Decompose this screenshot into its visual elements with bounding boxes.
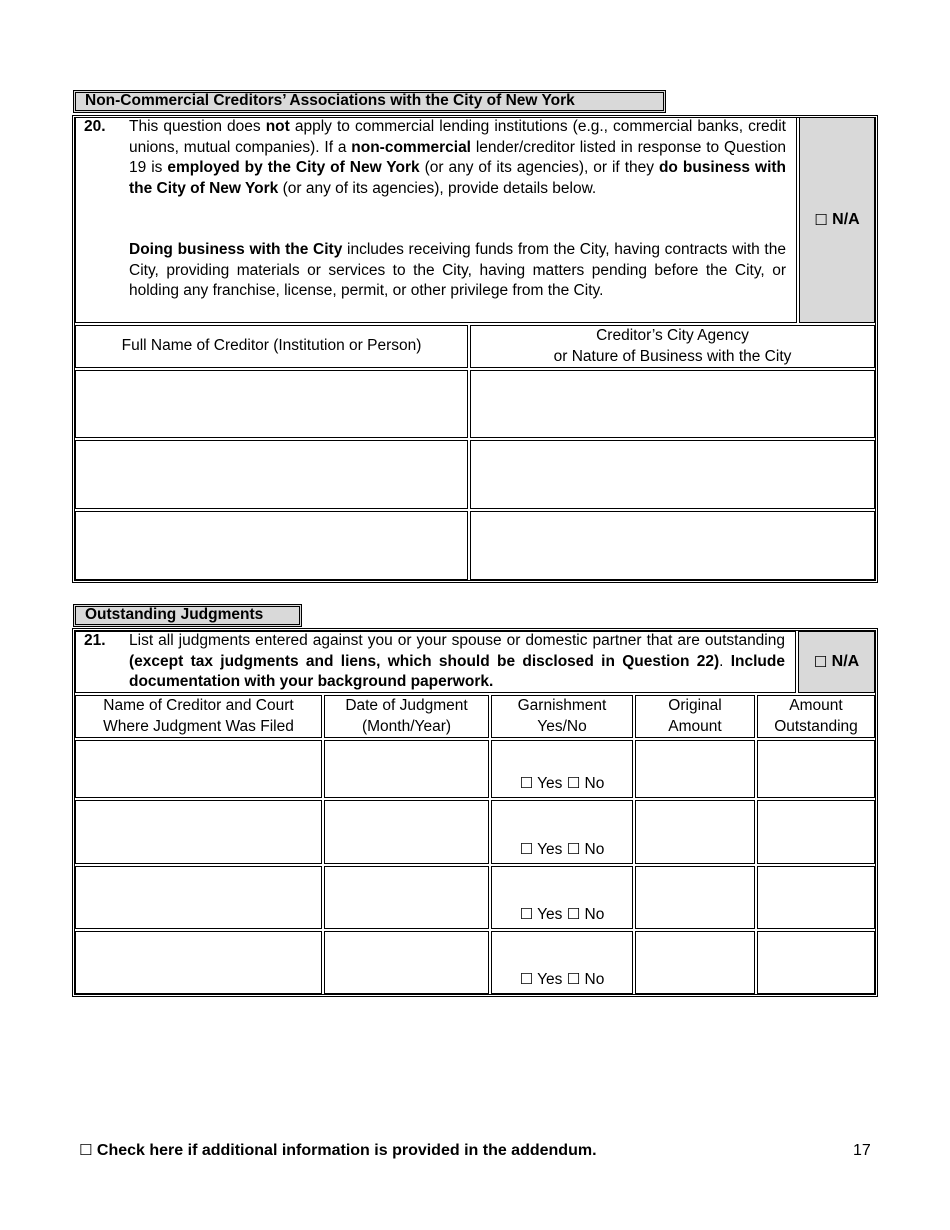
creditor-name-field[interactable] xyxy=(75,440,468,509)
creditor-name-field[interactable] xyxy=(75,370,468,438)
addendum-checkbox-icon: ☐ xyxy=(79,1141,93,1159)
garnishment-yes-checkbox[interactable]: ☐ Yes xyxy=(519,905,563,923)
garnishment-no-checkbox[interactable]: ☐ No xyxy=(566,840,605,858)
question-20-paragraph-1: This question does not apply to commercial lending institutions (e.g., commercial banks, credit unions, mutual companies). If a non-commercial lender/creditor listed in response to Question 19 is employed by the City of New York (or any of its agencies), or if they do business with the City of New York (or any of its agencies), provide details below. xyxy=(129,118,787,198)
city-agency-field[interactable] xyxy=(470,440,875,509)
city-agency-field[interactable] xyxy=(470,370,875,438)
garnishment-yes-checkbox[interactable]: ☐ Yes xyxy=(519,970,563,988)
city-agency-field[interactable] xyxy=(470,511,875,580)
garnishment-yes-checkbox[interactable]: ☐ Yes xyxy=(519,840,563,858)
creditor-court-field[interactable] xyxy=(75,931,322,994)
garnishment-cell xyxy=(491,800,633,864)
creditor-court-field[interactable] xyxy=(75,800,322,864)
question-20-number: 20. xyxy=(84,118,106,135)
garnishment-cell xyxy=(491,866,633,929)
page-number: 17 xyxy=(853,1142,871,1159)
addendum-label: Check here if additional information is provided in the addendum. xyxy=(96,1142,597,1159)
garnishment-no-checkbox[interactable]: ☐ No xyxy=(566,774,605,792)
na-label: N/A xyxy=(832,211,860,228)
column-header-creditor-court: Name of Creditor and Court Where Judgment Was Filed xyxy=(75,695,322,738)
na-checkbox-icon: ☐ xyxy=(813,653,828,671)
amount-outstanding-field[interactable] xyxy=(757,740,875,798)
question-21-number: 21. xyxy=(84,632,106,649)
garnishment-cell xyxy=(491,931,633,994)
section-21-title xyxy=(73,604,302,627)
original-amount-field[interactable] xyxy=(635,931,755,994)
amount-outstanding-field[interactable] xyxy=(757,866,875,929)
section-21-title-text: Outstanding Judgments xyxy=(85,606,264,623)
judgment-date-field[interactable] xyxy=(324,740,489,798)
column-header-judgment-date: Date of Judgment (Month/Year) xyxy=(324,695,489,738)
original-amount-field[interactable] xyxy=(635,866,755,929)
garnishment-yes-checkbox[interactable]: ☐ Yes xyxy=(519,774,563,792)
garnishment-no-checkbox[interactable]: ☐ No xyxy=(566,905,605,923)
column-header-creditor-name: Full Name of Creditor (Institution or Person) xyxy=(75,325,468,368)
creditor-name-field[interactable] xyxy=(75,511,468,580)
original-amount-field[interactable] xyxy=(635,800,755,864)
question-20-na-checkbox[interactable] xyxy=(799,117,875,323)
na-checkbox-icon: ☐ xyxy=(814,211,828,229)
question-21-na-checkbox[interactable] xyxy=(798,631,875,693)
column-header-garnishment: Garnishment Yes/No xyxy=(491,695,633,738)
amount-outstanding-field[interactable] xyxy=(757,931,875,994)
question-20-paragraph-2: Doing business with the City includes receiving funds from the City, having contracts with the City, providing materials or services to the City, having matters pending before the City, or holding any franchise, license, permit, or other privilege from the City. xyxy=(129,241,786,300)
creditor-court-field[interactable] xyxy=(75,866,322,929)
garnishment-no-checkbox[interactable]: ☐ No xyxy=(566,970,605,988)
section-20-title xyxy=(73,90,666,113)
section-20-title-text: Non-Commercial Creditors’ Associations with the City of New York xyxy=(85,92,575,109)
judgment-date-field[interactable] xyxy=(324,800,489,864)
column-header-amount-outstanding: Amount Outstanding xyxy=(757,695,875,738)
judgment-date-field[interactable] xyxy=(324,866,489,929)
creditor-court-field[interactable] xyxy=(75,740,322,798)
na-label: N/A xyxy=(831,653,860,670)
amount-outstanding-field[interactable] xyxy=(757,800,875,864)
original-amount-field[interactable] xyxy=(635,740,755,798)
question-21-text: List all judgments entered against you or your spouse or domestic partner that are outstanding (except tax judgments and liens, which should be disclosed in Question 22). Include documentation with your background paperwork. xyxy=(129,632,785,690)
column-header-city-agency: Creditor’s City Agency or Nature of Business with the City xyxy=(470,325,875,368)
judgment-date-field[interactable] xyxy=(324,931,489,994)
column-header-original-amount: Original Amount xyxy=(635,695,755,738)
addendum-checkbox[interactable] xyxy=(79,1141,597,1160)
garnishment-cell xyxy=(491,740,633,798)
